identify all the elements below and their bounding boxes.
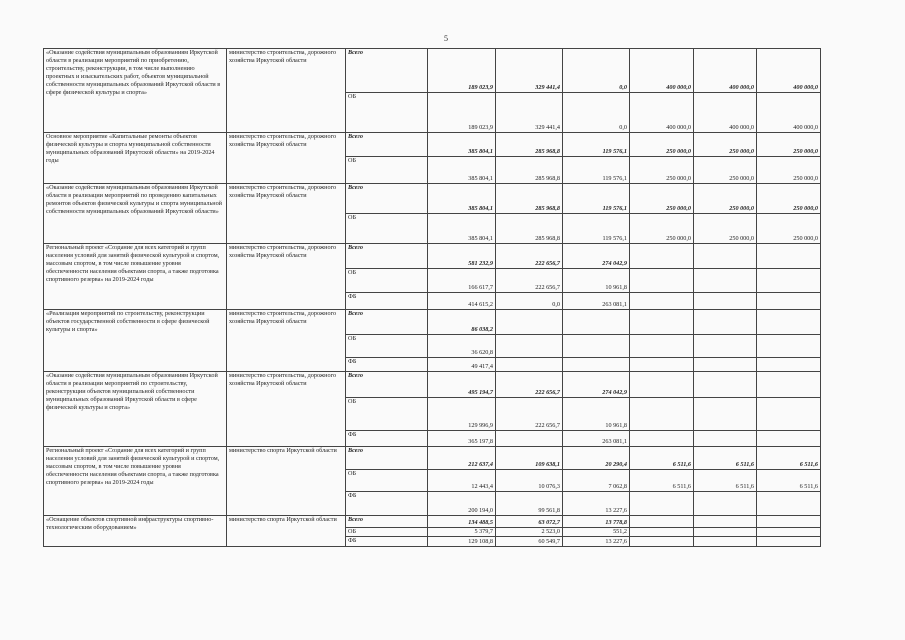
amount-cell: 329 441,4 xyxy=(496,49,563,93)
amount-cell xyxy=(757,516,821,528)
amount-cell xyxy=(496,431,563,447)
amount-cell: 250 000,0 xyxy=(694,133,757,157)
amount-cell xyxy=(630,244,694,269)
amount-cell xyxy=(694,293,757,310)
amount-cell: 36 620,8 xyxy=(428,335,496,358)
amount-cell xyxy=(630,537,694,547)
amount-cell: 400 000,0 xyxy=(757,93,821,133)
amount-cell: 551,2 xyxy=(563,528,630,537)
amount-cell: 12 443,4 xyxy=(428,470,496,492)
executor-cell: министерство строительства, дорожного хозяйства Иркутской области xyxy=(227,133,346,184)
amount-cell: 0,0 xyxy=(563,49,630,93)
funding-source-cell: ФБ xyxy=(346,537,428,547)
executor-cell: министерство спорта Иркутской области xyxy=(227,516,346,547)
amount-cell xyxy=(694,358,757,372)
funding-source-cell: ОБ xyxy=(346,269,428,293)
amount-cell: 5 379,7 xyxy=(428,528,496,537)
amount-cell: 250 000,0 xyxy=(694,214,757,244)
amount-cell: 6 511,6 xyxy=(694,447,757,470)
funding-source-cell: ОБ xyxy=(346,528,428,537)
amount-cell: 222 656,7 xyxy=(496,244,563,269)
amount-cell xyxy=(757,431,821,447)
amount-cell: 285 968,8 xyxy=(496,157,563,184)
executor-cell: министерство строительства, дорожного хозяйства Иркутской области xyxy=(227,49,346,133)
amount-cell: 400 000,0 xyxy=(630,49,694,93)
amount-cell: 13 227,6 xyxy=(563,537,630,547)
amount-cell: 365 197,8 xyxy=(428,431,496,447)
amount-cell xyxy=(694,310,757,335)
page-number: 5 xyxy=(444,34,448,43)
amount-cell: 222 656,7 xyxy=(496,269,563,293)
amount-cell: 385 804,1 xyxy=(428,214,496,244)
amount-cell: 250 000,0 xyxy=(630,133,694,157)
funding-source-cell: Всего xyxy=(346,372,428,398)
amount-cell: 99 561,8 xyxy=(496,492,563,516)
amount-cell: 414 615,2 xyxy=(428,293,496,310)
amount-cell: 10 076,3 xyxy=(496,470,563,492)
amount-cell: 129 108,8 xyxy=(428,537,496,547)
amount-cell xyxy=(630,372,694,398)
funding-source-cell: ОБ xyxy=(346,157,428,184)
amount-cell: 250 000,0 xyxy=(757,184,821,214)
funding-source-cell: Всего xyxy=(346,133,428,157)
amount-cell: 250 000,0 xyxy=(630,157,694,184)
table-row xyxy=(44,133,821,157)
measure-name-cell: «Оказание содействия муниципальным образованиям Иркутской области в реализации мероприятий по проведению капитальных ремонтов объектов физической культуры и спорта муниципальной собственности муниципальных образований Иркутской области» xyxy=(44,184,227,244)
funding-source-cell: ФБ xyxy=(346,492,428,516)
amount-cell xyxy=(694,244,757,269)
measure-name-cell: «Оснащение объектов спортивной инфраструктуры спортивно-технологическим оборудованием» xyxy=(44,516,227,547)
measure-name-cell: «Реализация мероприятий по строительству, реконструкции объектов государственной собственности в сфере физической культуры и спорта» xyxy=(44,310,227,372)
amount-cell xyxy=(694,537,757,547)
amount-cell: 250 000,0 xyxy=(757,214,821,244)
amount-cell xyxy=(694,269,757,293)
funding-source-cell: ФБ xyxy=(346,358,428,372)
amount-cell: 250 000,0 xyxy=(630,184,694,214)
amount-cell: 212 637,4 xyxy=(428,447,496,470)
funding-source-cell: Всего xyxy=(346,310,428,335)
amount-cell xyxy=(757,537,821,547)
amount-cell: 285 968,8 xyxy=(496,184,563,214)
amount-cell xyxy=(630,492,694,516)
amount-cell xyxy=(694,335,757,358)
amount-cell: 13 227,6 xyxy=(563,492,630,516)
amount-cell: 119 576,1 xyxy=(563,157,630,184)
amount-cell: 119 576,1 xyxy=(563,133,630,157)
funding-source-cell: ОБ xyxy=(346,214,428,244)
measure-name-cell: Региональный проект «Создание для всех категорий и групп населения условий для занятий физической культурой и спортом, массовым спортом, в том числе повышение уровня обеспеченности населения объектами спорта, а также подготовка спортивного резерва» на 2019-2024 годы xyxy=(44,244,227,310)
funding-source-cell: Всего xyxy=(346,244,428,269)
amount-cell: 6 511,6 xyxy=(630,470,694,492)
amount-cell: 189 023,9 xyxy=(428,93,496,133)
amount-cell xyxy=(757,372,821,398)
amount-cell xyxy=(694,528,757,537)
amount-cell: 250 000,0 xyxy=(694,184,757,214)
amount-cell: 49 417,4 xyxy=(428,358,496,372)
amount-cell: 134 488,5 xyxy=(428,516,496,528)
amount-cell: 86 038,2 xyxy=(428,310,496,335)
executor-cell: министерство строительства, дорожного хозяйства Иркутской области xyxy=(227,310,346,372)
amount-cell: 495 194,7 xyxy=(428,372,496,398)
amount-cell xyxy=(563,310,630,335)
amount-cell: 385 804,1 xyxy=(428,184,496,214)
funding-source-cell: ОБ xyxy=(346,335,428,358)
amount-cell xyxy=(757,244,821,269)
amount-cell xyxy=(496,358,563,372)
amount-cell xyxy=(694,372,757,398)
amount-cell: 2 523,0 xyxy=(496,528,563,537)
amount-cell: 10 961,8 xyxy=(563,269,630,293)
table-row xyxy=(44,184,821,214)
table-row xyxy=(44,447,821,470)
amount-cell xyxy=(630,398,694,431)
amount-cell: 6 511,6 xyxy=(630,447,694,470)
measure-name-cell: «Оказание содействия муниципальным образованиям Иркутской области в реализации мероприятий по приобретению, строительству, реконструкции, в том числе выполнению проектных и изыскательских работ, объектов муниципальной собственности муниципальных образований Иркутской области в сфере физической культуры и спорта» xyxy=(44,49,227,133)
amount-cell xyxy=(757,398,821,431)
funding-source-cell: ФБ xyxy=(346,431,428,447)
amount-cell: 200 194,0 xyxy=(428,492,496,516)
amount-cell xyxy=(694,398,757,431)
amount-cell: 274 042,9 xyxy=(563,244,630,269)
amount-cell: 7 062,8 xyxy=(563,470,630,492)
amount-cell: 581 232,9 xyxy=(428,244,496,269)
amount-cell xyxy=(694,492,757,516)
amount-cell: 6 511,6 xyxy=(757,470,821,492)
amount-cell: 400 000,0 xyxy=(630,93,694,133)
amount-cell: 250 000,0 xyxy=(757,133,821,157)
amount-cell: 385 804,1 xyxy=(428,133,496,157)
amount-cell: 400 000,0 xyxy=(757,49,821,93)
amount-cell: 285 968,8 xyxy=(496,133,563,157)
amount-cell: 274 042,9 xyxy=(563,372,630,398)
amount-cell: 63 072,7 xyxy=(496,516,563,528)
amount-cell: 119 576,1 xyxy=(563,184,630,214)
amount-cell: 109 638,1 xyxy=(496,447,563,470)
amount-cell xyxy=(757,528,821,537)
amount-cell xyxy=(630,269,694,293)
amount-cell xyxy=(630,528,694,537)
amount-cell: 0,0 xyxy=(496,293,563,310)
amount-cell: 13 778,8 xyxy=(563,516,630,528)
amount-cell xyxy=(630,310,694,335)
funding-source-cell: Всего xyxy=(346,516,428,528)
amount-cell: 20 290,4 xyxy=(563,447,630,470)
amount-cell: 222 656,7 xyxy=(496,398,563,431)
amount-cell xyxy=(757,335,821,358)
amount-cell: 119 576,1 xyxy=(563,214,630,244)
amount-cell: 250 000,0 xyxy=(757,157,821,184)
amount-cell: 60 549,7 xyxy=(496,537,563,547)
amount-cell xyxy=(757,293,821,310)
amount-cell: 385 804,1 xyxy=(428,157,496,184)
table-row xyxy=(44,310,821,335)
amount-cell xyxy=(630,335,694,358)
amount-cell xyxy=(694,516,757,528)
amount-cell xyxy=(757,492,821,516)
amount-cell xyxy=(496,310,563,335)
table-body xyxy=(44,49,821,547)
amount-cell: 189 023,9 xyxy=(428,49,496,93)
amount-cell: 6 511,6 xyxy=(757,447,821,470)
amount-cell xyxy=(630,516,694,528)
amount-cell xyxy=(563,358,630,372)
amount-cell: 10 961,8 xyxy=(563,398,630,431)
amount-cell: 329 441,4 xyxy=(496,93,563,133)
amount-cell xyxy=(757,310,821,335)
amount-cell: 400 000,0 xyxy=(694,49,757,93)
amount-cell xyxy=(563,335,630,358)
funding-source-cell: ОБ xyxy=(346,398,428,431)
table-row xyxy=(44,49,821,93)
amount-cell xyxy=(694,431,757,447)
amount-cell xyxy=(630,431,694,447)
executor-cell: министерство строительства, дорожного хозяйства Иркутской области xyxy=(227,244,346,310)
table-row xyxy=(44,244,821,269)
funding-source-cell: ФБ xyxy=(346,293,428,310)
amount-cell xyxy=(496,335,563,358)
budget-table xyxy=(43,48,821,547)
funding-source-cell: Всего xyxy=(346,49,428,93)
amount-cell xyxy=(630,293,694,310)
amount-cell: 263 081,1 xyxy=(563,431,630,447)
amount-cell: 129 996,9 xyxy=(428,398,496,431)
amount-cell xyxy=(757,358,821,372)
funding-source-cell: Всего xyxy=(346,447,428,470)
amount-cell xyxy=(630,358,694,372)
funding-source-cell: ОБ xyxy=(346,470,428,492)
amount-cell: 222 656,7 xyxy=(496,372,563,398)
executor-cell: министерство строительства, дорожного хозяйства Иркутской области xyxy=(227,372,346,447)
amount-cell: 263 081,1 xyxy=(563,293,630,310)
executor-cell: министерство спорта Иркутской области xyxy=(227,447,346,516)
amount-cell: 0,0 xyxy=(563,93,630,133)
executor-cell: министерство строительства, дорожного хозяйства Иркутской области xyxy=(227,184,346,244)
measure-name-cell: Региональный проект «Создание для всех категорий и групп населения условий для занятий физической культурой и спортом, массовым спортом, в том числе повышение уровня обеспеченности населения объектами спорта, а также подготовка спортивного резерва» на 2019-2024 годы xyxy=(44,447,227,516)
funding-source-cell: Всего xyxy=(346,184,428,214)
table-row xyxy=(44,372,821,398)
amount-cell xyxy=(757,269,821,293)
amount-cell: 250 000,0 xyxy=(630,214,694,244)
measure-name-cell: «Оказание содействия муниципальным образованиям Иркутской области в реализации мероприятий по строительству, реконструкции объектов муниципальной собственности муниципальных образований Иркутской области в сфере физической культуры и спорта» xyxy=(44,372,227,447)
measure-name-cell: Основное мероприятие «Капитальные ремонты объектов физической культуры и спорта муниципальной собственности муниципальных образований Иркутской области» на 2019-2024 годы xyxy=(44,133,227,184)
amount-cell: 166 617,7 xyxy=(428,269,496,293)
amount-cell: 400 000,0 xyxy=(694,93,757,133)
amount-cell: 6 511,6 xyxy=(694,470,757,492)
funding-source-cell: ОБ xyxy=(346,93,428,133)
table-row xyxy=(44,516,821,528)
amount-cell: 250 000,0 xyxy=(694,157,757,184)
amount-cell: 285 968,8 xyxy=(496,214,563,244)
